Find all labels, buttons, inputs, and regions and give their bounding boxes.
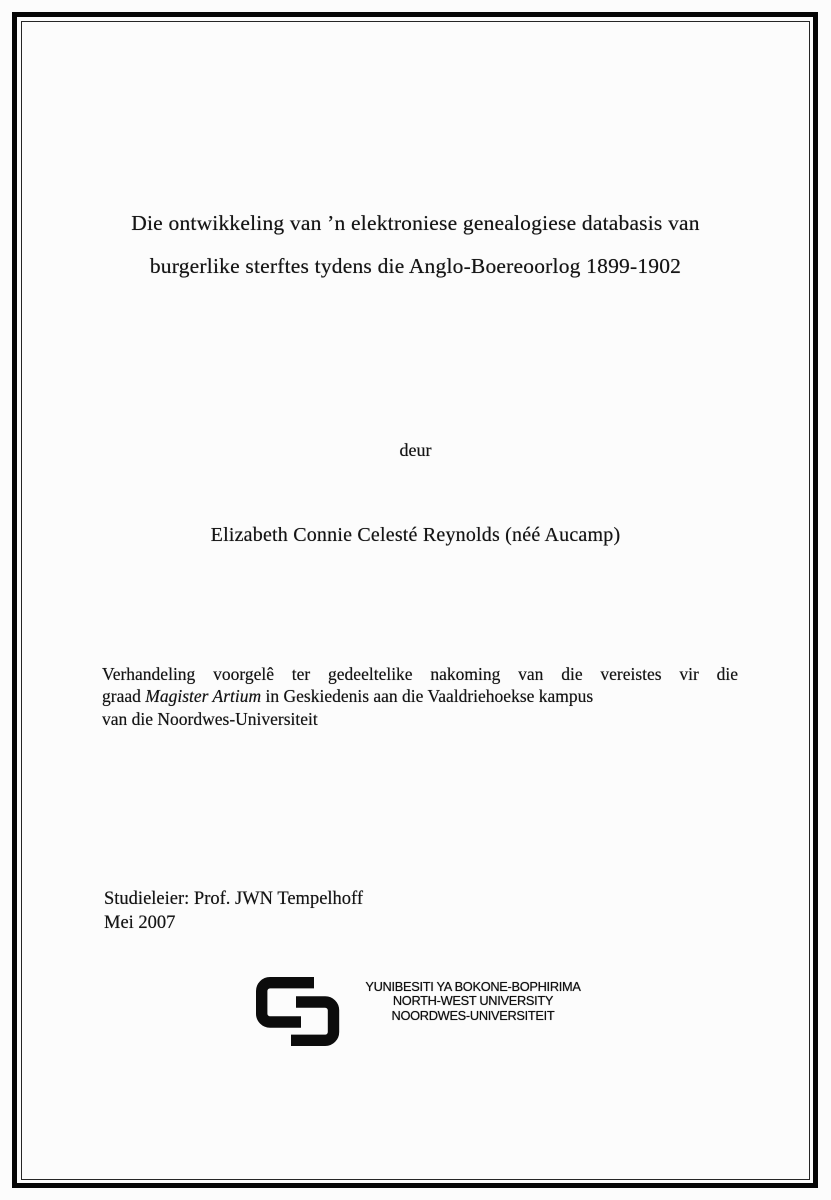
date-line: Mei 2007 <box>104 912 176 933</box>
degree-statement-line-1: Verhandeling voorgelê ter gedeeltelike nakoming van die vereistes vir die <box>102 664 738 684</box>
degree-statement-line-2-post: in Geskiedenis aan die Vaaldriehoekse kampus <box>261 686 594 707</box>
degree-statement-line-3: van die Noordwes-Universiteit <box>102 708 318 729</box>
thesis-title-line-2: burgerlike sterftes tydens die Anglo-Boereoorlog 1899-1902 <box>149 253 682 278</box>
nwu-logo-text-setswana: YUNIBESITI YA BOKONE-BOPHIRIMA <box>365 979 581 994</box>
degree-statement-line-2-pre: graad <box>102 686 146 707</box>
thesis-title-line-1: Die ontwikkeling van ’n elektroniese genealogiese databasis van <box>131 211 700 235</box>
thesis-title <box>40 202 791 287</box>
degree-statement-line-2 <box>102 685 738 707</box>
nwu-logo <box>256 977 604 1047</box>
nwu-logo-text <box>342 977 604 1023</box>
supervisor-line: Studieleier: Prof. JWN Tempelhoff <box>104 889 364 909</box>
supervisor-block <box>104 888 363 935</box>
nwu-logo-text-afrikaans: NOORDWES-UNIVERSITEIT <box>391 1007 555 1023</box>
byline-deur: deur <box>399 440 432 460</box>
degree-statement <box>102 663 738 730</box>
chain-link-logo-icon <box>256 977 340 1047</box>
degree-name-italic: Magister Artium <box>145 686 262 707</box>
nwu-logo-text-english: NORTH-WEST UNIVERSITY <box>392 993 554 1009</box>
author-name: Elizabeth Connie Celesté Reynolds (néé Aucamp) <box>210 524 621 546</box>
